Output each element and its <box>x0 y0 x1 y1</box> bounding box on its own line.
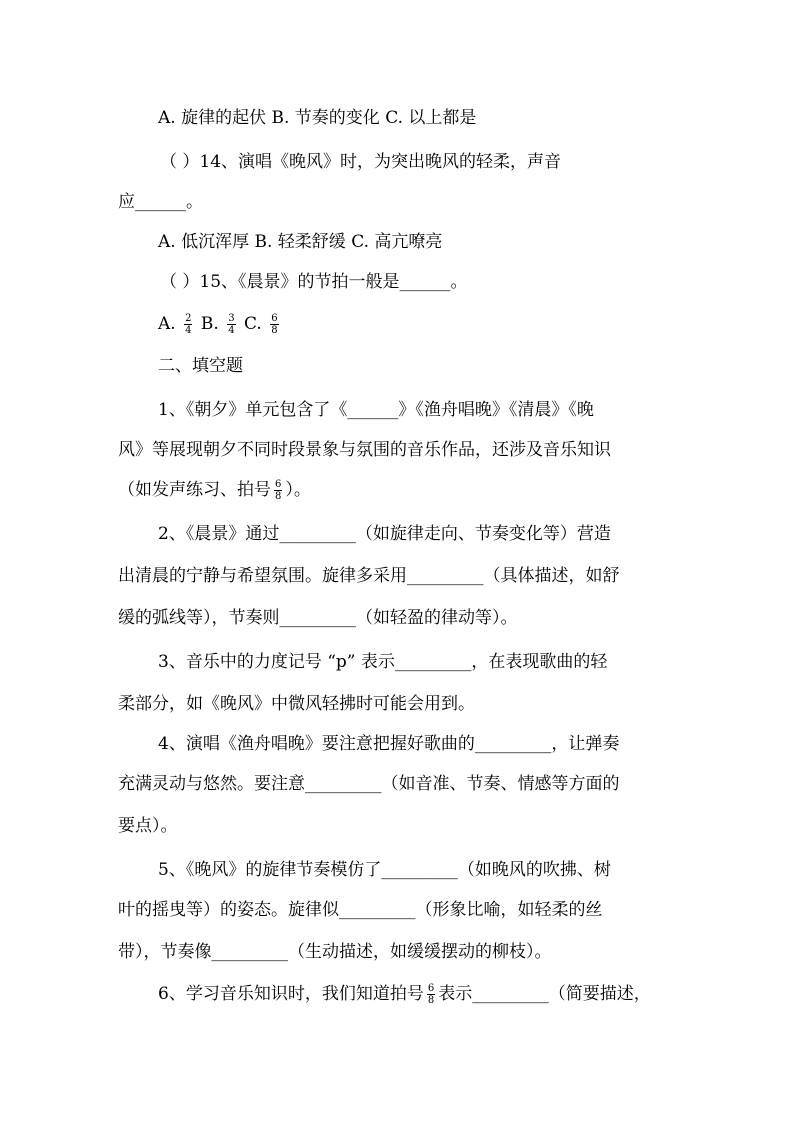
q15-question: （ ）15、《晨景》的节拍一般是______。 <box>160 272 468 292</box>
time-signature-fraction <box>427 983 435 1006</box>
q1-line-3 <box>118 478 311 502</box>
q15-options <box>158 312 282 336</box>
q5-line-3: 带），节奏像_________（生动描述，如缓缓摆动的柳枝）。 <box>118 942 552 962</box>
q15-option-c-label: C. <box>243 314 262 334</box>
fraction-denominator: 8 <box>275 491 282 502</box>
q3-line-2: 柔部分，如《晚风》中微风轻拂时可能会用到。 <box>118 694 475 714</box>
q6-line-1-text: 6、学习音乐知识时，我们知道拍号 <box>158 984 424 1004</box>
q15-option-a-label: A. <box>158 314 176 334</box>
fraction-numerator: 3 <box>228 313 235 324</box>
q15-option-b-fraction <box>227 313 235 336</box>
q14-options: A. 低沉浑厚 B. 轻柔舒缓 C. 高亢嘹亮 <box>158 232 443 252</box>
q5-line-2: 叶的摇曳等）的姿态。旋律似_________（形象比喻，如轻柔的丝 <box>118 900 603 920</box>
fraction-numerator: 6 <box>427 983 435 994</box>
time-signature-fraction <box>274 479 282 502</box>
q14-question-cont: 应______。 <box>118 192 203 212</box>
q2-line-1: 2、《晨景》通过_________（如旋律走向、节奏变化等）营造 <box>158 524 611 544</box>
q4-line-3: 要点）。 <box>118 816 178 836</box>
q15-option-c-fraction <box>270 313 278 336</box>
q6-line-1 <box>158 982 651 1006</box>
fraction-numerator: 6 <box>271 313 278 324</box>
q2-line-2: 出清晨的宁静与希望氛围。旋律多采用_________（具体描述，如舒 <box>118 566 620 586</box>
q2-line-3: 缓的弧线等），节奏则_________（如轻盈的律动等）。 <box>118 608 518 628</box>
q1-line-3-text: （如发声练习、拍号 <box>118 480 271 500</box>
q1-line-3-tail: ）。 <box>285 480 311 500</box>
q6-line-1-tail: 表示_________（简要描述， <box>438 984 651 1004</box>
fraction-numerator: 6 <box>275 479 282 490</box>
fraction-denominator: 4 <box>228 325 235 336</box>
fraction-denominator: 8 <box>271 325 278 336</box>
q15-option-b-label: B. <box>200 314 219 334</box>
q14-question: （ ）14、演唱《晚风》时，为突出晚风的轻柔，声音 <box>160 152 562 172</box>
fraction-denominator: 8 <box>427 995 435 1006</box>
q5-line-1: 5、《晚风》的旋律节奏模仿了_________（如晚风的吹拂、树 <box>158 860 611 880</box>
section-heading-fill-blank: 二、填空题 <box>158 356 243 376</box>
q1-line-1: 1、《朝夕》单元包含了《______》《渔舟唱晚》《清晨》《晚 <box>158 400 594 420</box>
q4-line-2: 充满灵动与悠然。要注意_________（如音准、节奏、情感等方面的 <box>118 774 620 794</box>
fraction-numerator: 2 <box>185 313 192 324</box>
fraction-denominator: 4 <box>185 325 192 336</box>
q13-options: A. 旋律的起伏 B. 节奏的变化 C. 以上都是 <box>158 108 477 128</box>
q1-line-2: 风》等展现朝夕不同时段景象与氛围的音乐作品，还涉及音乐知识 <box>118 440 611 460</box>
q4-line-1: 4、演唱《渔舟唱晚》要注意把握好歌曲的_________，让弹奏 <box>158 734 620 754</box>
q3-line-1: 3、音乐中的力度记号 “p” 表示_________，在表现歌曲的轻 <box>158 652 608 672</box>
q15-option-a-fraction <box>184 313 192 336</box>
